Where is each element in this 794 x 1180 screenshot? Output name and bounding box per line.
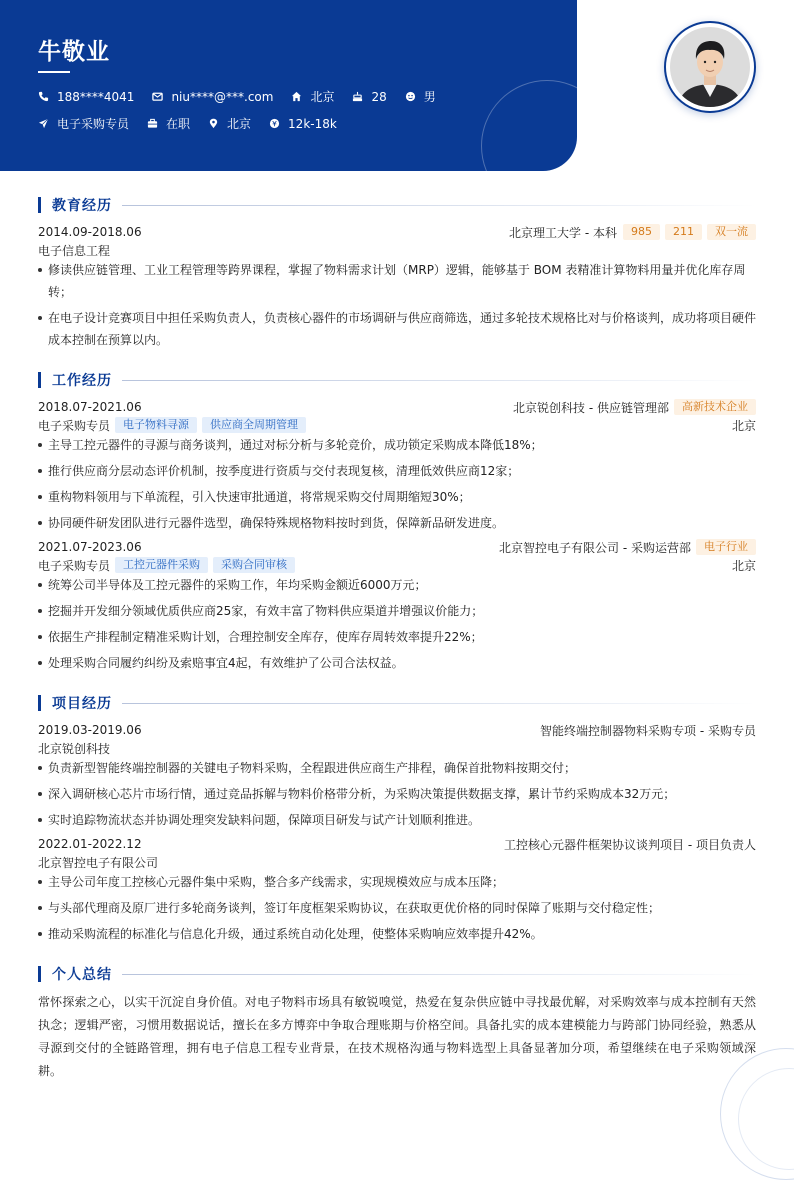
phone-item bbox=[38, 90, 134, 104]
work-city: 北京 bbox=[731, 558, 756, 573]
project-org-row bbox=[38, 739, 756, 757]
list-item: 依据生产排程制定精准采购计划，合理控制安全库存，使库存周转效率提升22%； bbox=[38, 626, 756, 648]
name-underline bbox=[38, 71, 70, 73]
email-text: niu****@***.com bbox=[171, 89, 274, 104]
city-text: 北京 bbox=[310, 90, 335, 104]
section-marker bbox=[38, 372, 41, 388]
phone-text: 188****4041 bbox=[57, 89, 135, 104]
section-title: 教育经历 bbox=[52, 198, 112, 214]
work-role: 电子采购专员 bbox=[38, 558, 111, 573]
list-item: 实时追踪物流状态并协调处理突发缺料问题，保障项目研发与试产计划顺利推进。 bbox=[38, 809, 756, 831]
list-item: 负责新型智能终端控制器的关键电子物料采购，全程跟进供应商生产排程，确保首批物料按期交付； bbox=[38, 757, 756, 779]
section-education-header bbox=[38, 196, 756, 214]
list-item: 协同硬件研发团队进行元器件选型，确保特殊规格物料按时到货，保障新品研发进度。 bbox=[38, 512, 756, 534]
list-item: 与头部代理商及原厂进行多轮商务谈判，签订年度框架采购协议，在获取更优价格的同时保障了账期与交付稳定性； bbox=[38, 897, 756, 919]
work-city-text: 北京 bbox=[227, 117, 252, 131]
education-major: 电子信息工程 bbox=[38, 243, 111, 258]
send-icon bbox=[38, 118, 49, 129]
section-divider bbox=[122, 703, 756, 704]
city-item bbox=[291, 88, 334, 105]
list-item: 处理采购合同履约纠纷及索赔事宜4起，有效维护了公司合法权益。 bbox=[38, 652, 756, 674]
project-header-row bbox=[38, 721, 756, 739]
company-tag: 高新技术企业 bbox=[674, 399, 756, 415]
section-projects-header bbox=[38, 694, 756, 712]
list-item: 挖掘并开发细分领域优质供应商25家，有效丰富了物料供应渠道并增强议价能力； bbox=[38, 600, 756, 622]
avatar bbox=[664, 21, 756, 113]
work-city: 北京 bbox=[731, 418, 756, 433]
salary-text: 12k-18k bbox=[288, 116, 337, 131]
section-title: 项目经历 bbox=[52, 696, 112, 712]
work-date: 2021.07-2023.06 bbox=[38, 540, 142, 554]
cake-icon bbox=[352, 91, 363, 102]
education-date: 2014.09-2018.06 bbox=[38, 225, 142, 239]
work-header-row bbox=[38, 398, 756, 416]
gender-text: 男 bbox=[423, 90, 436, 104]
section-title: 工作经历 bbox=[52, 373, 112, 389]
salary-icon bbox=[269, 118, 280, 129]
salary-item bbox=[269, 117, 337, 131]
role-tag: 电子物料寻源 bbox=[115, 417, 197, 433]
section-divider bbox=[122, 205, 756, 206]
age-item bbox=[352, 90, 386, 104]
list-item: 主导工控元器件的寻源与商务谈判，通过对标分析与多轮竞价，成功锁定采购成本降低18%； bbox=[38, 434, 756, 456]
project-org: 北京锐创科技 bbox=[38, 741, 111, 756]
section-divider bbox=[122, 380, 756, 381]
section-work-header bbox=[38, 371, 756, 389]
project-header-row bbox=[38, 835, 756, 853]
email-item bbox=[152, 90, 273, 104]
list-item: 统筹公司半导体及工控元器件的采购工作，年均采购金额近6000万元； bbox=[38, 574, 756, 596]
work-role-row bbox=[38, 556, 756, 574]
list-item: 主导公司年度工控核心元器件集中采购，整合多产线需求，实现规模效应与成本压降； bbox=[38, 871, 756, 893]
avatar-photo bbox=[670, 27, 750, 107]
list-item: 重构物料领用与下单流程，引入快速审批通道，将常规采购交付周期缩短30%； bbox=[38, 486, 756, 508]
candidate-name: 牛敬业 bbox=[38, 39, 110, 65]
section-marker bbox=[38, 197, 41, 213]
section-divider bbox=[122, 974, 756, 975]
status-item bbox=[147, 115, 190, 132]
gender-icon bbox=[405, 91, 416, 102]
list-item: 推动采购流程的标准化与信息化升级，通过系统自动化处理，使整体采购响应效率提升42%。 bbox=[38, 923, 756, 945]
section-marker bbox=[38, 695, 41, 711]
summary-text: 常怀探索之心，以实干沉淀自身价值。对电子物料市场具有敏锐嗅觉，热爱在复杂供应链中寻找最优解，对采购效率与成本控制有天然执念；逻辑严密，习惯用数据说话，擅长在多方博弈中争取合理账期与价格空间。具备扎实的成本建模能力与跨部门协同经验，熟悉从寻源到交付的全链路管理，拥有电子信息工程专业背景，在技术规格沟通与物料选型上具备显著加分项，希望继续在电子采购领域深耕。 bbox=[38, 995, 756, 1078]
list-item: 深入调研核心芯片市场行情，通过竞品拆解与物料价格带分析，为采购决策提供数据支撑，累计节约采购成本32万元； bbox=[38, 783, 756, 805]
contact-info-row bbox=[38, 88, 454, 105]
education-tag: 985 bbox=[623, 224, 660, 240]
briefcase-icon bbox=[147, 118, 158, 129]
work-city-item bbox=[208, 115, 251, 132]
job-info-row bbox=[38, 115, 355, 132]
list-item: 推行供应商分层动态评价机制，按季度进行资质与交付表现复核，清理低效供应商12家； bbox=[38, 460, 756, 482]
work-role: 电子采购专员 bbox=[38, 418, 111, 433]
header-banner bbox=[0, 0, 577, 171]
education-major-row bbox=[38, 241, 756, 259]
list-item: 修读供应链管理、工业工程管理等跨界课程，掌握了物料需求计划（MRP）逻辑，能够基于 BOM 表精准计算物料用量并优化库存周转； bbox=[38, 259, 756, 303]
location-pin-icon bbox=[208, 118, 219, 129]
education-header-row bbox=[38, 223, 756, 241]
work-company: 北京智控电子有限公司 - 采购运营部 bbox=[499, 540, 691, 555]
position-item bbox=[38, 115, 129, 132]
list-item: 在电子设计竞赛项目中担任采购负责人，负责核心器件的市场调研与供应商筛选，通过多轮技术规格比对与价格谈判，成功将项目硬件成本控制在预算以内。 bbox=[38, 307, 756, 351]
work-date: 2018.07-2021.06 bbox=[38, 400, 142, 414]
home-icon bbox=[291, 91, 302, 102]
role-tag: 工控元器件采购 bbox=[115, 557, 208, 573]
project-date: 2019.03-2019.06 bbox=[38, 723, 142, 737]
phone-icon bbox=[38, 91, 49, 102]
education-tag: 双一流 bbox=[707, 224, 756, 240]
section-summary-header bbox=[38, 965, 756, 983]
role-tag: 采购合同审核 bbox=[213, 557, 295, 573]
project-date: 2022.01-2022.12 bbox=[38, 837, 142, 851]
company-tag: 电子行业 bbox=[696, 539, 756, 555]
education-school: 北京理工大学 - 本科 bbox=[509, 225, 617, 240]
gender-item bbox=[405, 88, 436, 105]
project-title: 工控核心元器件框架协议谈判项目 - 项目负责人 bbox=[504, 837, 756, 852]
project-title: 智能终端控制器物料采购专项 - 采购专员 bbox=[540, 723, 756, 738]
work-header-row bbox=[38, 538, 756, 556]
project-org: 北京智控电子有限公司 bbox=[38, 855, 159, 870]
work-company: 北京锐创科技 - 供应链管理部 bbox=[513, 400, 669, 415]
education-tag: 211 bbox=[665, 224, 702, 240]
mail-icon bbox=[152, 91, 163, 102]
role-tag: 供应商全周期管理 bbox=[202, 417, 306, 433]
project-org-row bbox=[38, 853, 756, 871]
section-marker bbox=[38, 966, 41, 982]
section-title: 个人总结 bbox=[52, 967, 112, 983]
work-role-row bbox=[38, 416, 756, 434]
decorative-circle bbox=[481, 80, 577, 171]
position-text: 电子采购专员 bbox=[57, 117, 130, 131]
status-text: 在职 bbox=[166, 117, 191, 131]
age-text: 28 bbox=[371, 89, 387, 104]
